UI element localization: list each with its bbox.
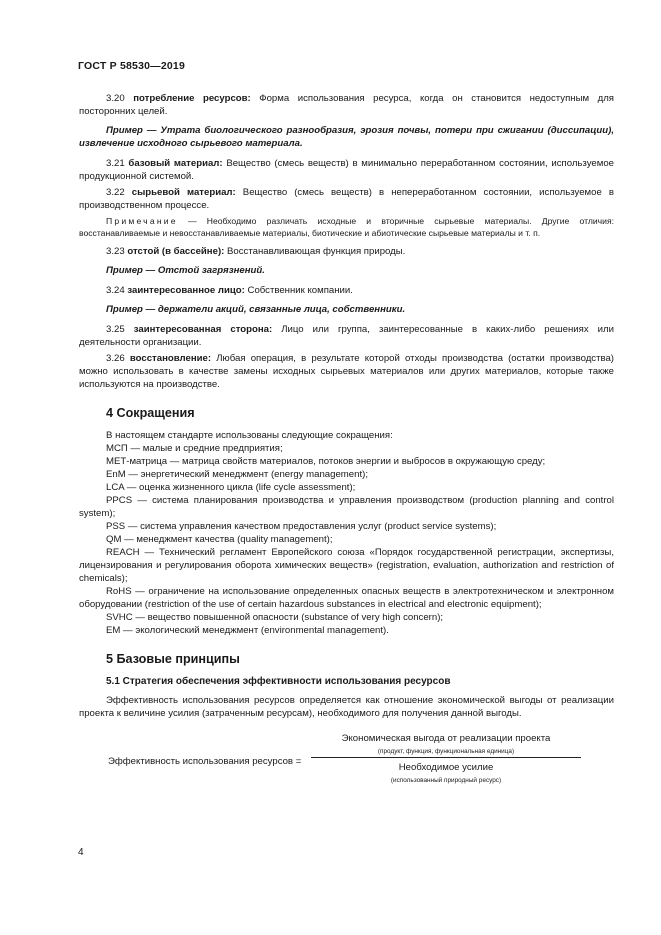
list-item: REACH — Технический регламент Европейского союза «Порядок государственной регистрации, экспертизы, лицензирования и регулирования оборота химических веществ» (registration, evaluation, authorization and restriction of chemicals); — [79, 547, 614, 584]
page-content — [79, 92, 614, 802]
document-header: ГОСТ Р 58530—2019 — [78, 60, 186, 72]
definition-number: 3.21 — [106, 158, 125, 169]
list-item: EnM — энергетический менеджмент (energy management); — [106, 469, 368, 480]
definition-text: Собственник компании. — [244, 285, 353, 296]
formula-denominator: Необходимое усилие — [398, 762, 494, 773]
formula-left-side: Эффективность использования ресурсов = — [108, 756, 302, 767]
efficiency-formula — [79, 732, 614, 802]
abbreviations-intro: В настоящем стандарте использованы следующие сокращения: — [106, 430, 393, 441]
definition-term: базовый материал: — [128, 158, 223, 169]
example-text: Утрата биологического разнообразия, эрозия почвы, потери при сжигании (диссипации), извлечение исходного сырьевого материала. — [79, 125, 614, 149]
note-label: Примечание — [106, 216, 178, 226]
example-3 — [79, 303, 614, 316]
definition-term: отстой (в бассейне): — [127, 246, 225, 257]
note-text: — Необходимо различать исходные и вторичные сырьевые материалы. Другие отличия: восстанавливаемые и невосстанавливаемые материалы, биотические и абиотические сырьевые материалы и т. п. — [79, 216, 614, 238]
section-4-title: 4 Сокращения — [106, 406, 195, 420]
definition-3-21 — [79, 157, 614, 183]
definition-text: Вещество (смесь веществ) в непереработанном состоянии, используемое в производственном процессе. — [79, 187, 614, 211]
definition-term: потребление ресурсов: — [133, 93, 251, 104]
section-5-1-paragraph: Эффективность использования ресурсов определяется как отношение экономической выгоды от реализации проекта к величине усилия (затраченным ресурсам), необходимого для получения данной выгоды. — [79, 695, 614, 719]
definition-term: сырьевой материал: — [131, 187, 236, 198]
definition-3-26 — [79, 352, 614, 391]
definition-text: Вещество (смесь веществ) в минимально переработанном состоянии, используемое продукционной системой. — [79, 158, 615, 182]
section-5-title: 5 Базовые принципы — [106, 652, 240, 666]
example-text: держатели акций, связанные лица, собственники. — [155, 304, 406, 315]
list-item: SVHC — вещество повышенной опасности (substance of very high concern); — [106, 612, 444, 623]
example-label: Пример — — [106, 125, 157, 136]
abbreviations-list — [79, 429, 614, 637]
list-item: LCA — оценка жизненного цикла (life cycle assessment); — [106, 482, 356, 493]
definition-3-20 — [79, 92, 614, 118]
fraction-bar — [311, 757, 581, 758]
note — [79, 216, 614, 239]
list-item: PSS — система управления качеством предоставления услуг (product service systems); — [106, 521, 497, 532]
definition-text: Лицо или группа, заинтересованные в каких-либо решениях или деятельности организации. — [79, 324, 615, 348]
definition-term: заинтересованное лицо: — [127, 285, 245, 296]
page-number: 4 — [78, 847, 84, 858]
definition-text: Любая операция, в результате которой отходы производства (остатки производства) можно использовать в качестве замены исходных сырьевых материалов или других материалов, которые также используются на производстве. — [79, 353, 615, 390]
definition-term: заинтересованная сторона: — [133, 324, 273, 335]
list-item: МЕТ-матрица — матрица свойств материалов, потоков энергии и выбросов в окружающую среду; — [106, 456, 546, 467]
list-item: RoHS — ограничение на использование определенных опасных веществ в электротехническом и электронном оборудовании (restriction of the use of certain hazardous substances in electrical and electronic equipment); — [79, 586, 614, 610]
definition-number: 3.20 — [106, 93, 125, 104]
formula-numerator: Экономическая выгода от реализации проекта — [341, 733, 551, 744]
definition-3-24 — [79, 284, 614, 297]
list-item: МСП — малые и средние предприятия; — [106, 443, 283, 454]
definition-text: Восстанавливающая функция природы. — [224, 246, 406, 257]
example-label: Пример — — [106, 304, 156, 315]
example-1 — [79, 124, 614, 150]
list-item: EM — экологический менеджмент (environmental management). — [106, 625, 389, 636]
definitions-group-a — [79, 92, 614, 118]
definition-number: 3.24 — [106, 285, 125, 296]
definition-number: 3.22 — [106, 187, 125, 198]
definitions-group-b — [79, 157, 614, 212]
definition-text: Форма использования ресурса, когда он становится недоступным для посторонних целей. — [79, 93, 614, 117]
definition-number: 3.23 — [106, 246, 125, 257]
example-label: Пример — — [106, 265, 156, 276]
definition-3-22 — [79, 186, 614, 212]
definition-number: 3.26 — [106, 353, 125, 364]
formula-denominator-note: (использованный природный ресурс) — [390, 777, 502, 784]
definitions-group-c — [79, 323, 614, 391]
definition-number: 3.25 — [106, 324, 125, 335]
section-5-1-title: 5.1 Стратегия обеспечения эффективности использования ресурсов — [106, 676, 451, 687]
example-2 — [79, 264, 614, 277]
list-item: QM — менеджмент качества (quality management); — [106, 534, 333, 545]
definition-3-25 — [79, 323, 614, 349]
list-item: PPCS — система планирования производства и управления производством (production planning and control system); — [79, 495, 614, 519]
definition-term: восстановление: — [129, 353, 212, 364]
formula-numerator-note: (продукт, функция, функциональная единица) — [377, 748, 515, 755]
definition-3-23 — [79, 245, 614, 258]
example-text: Отстой загрязнений. — [155, 265, 265, 276]
